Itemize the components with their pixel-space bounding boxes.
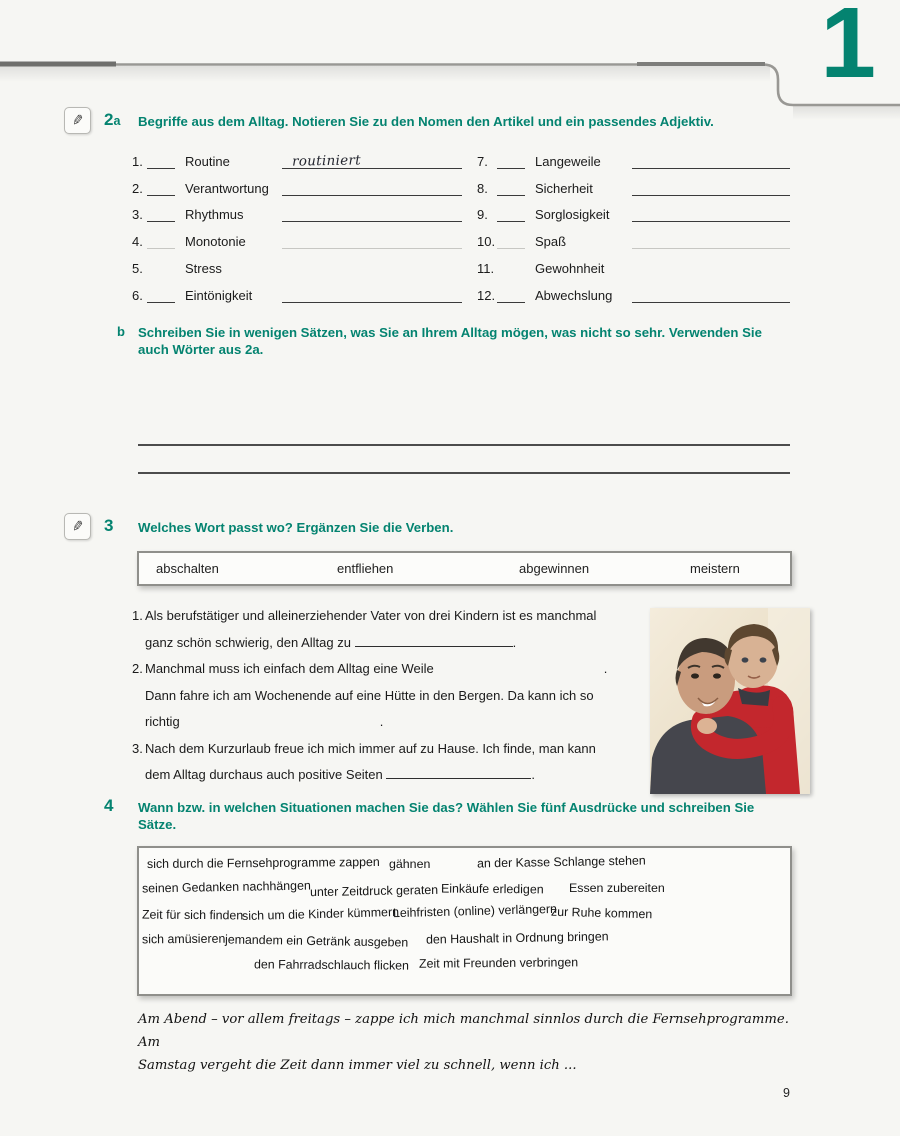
adjective-blank[interactable] [632, 152, 790, 169]
fill-in-blank[interactable] [355, 634, 513, 647]
vocab-column [477, 146, 790, 307]
phrase: Zeit für sich finden [141, 907, 244, 923]
article-blank[interactable] [497, 183, 525, 196]
vocab-word: Sorglosigkeit [535, 207, 610, 223]
phrase-choice-box [137, 846, 792, 996]
sentence-text: . [512, 634, 517, 650]
sentence-text: ganz schön schwierig, den Alltag zu [145, 634, 355, 650]
item-number: 1. [132, 153, 143, 169]
adjective-blank[interactable] [632, 205, 790, 222]
sentence-text: Dann fahre ich am Wochenende auf eine Hütte in den Bergen. Da kann ich so [145, 687, 594, 703]
vocab-row [132, 146, 462, 173]
sentence-text: . [379, 714, 384, 729]
adjective-blank[interactable] [282, 152, 462, 169]
article-blank[interactable] [497, 264, 525, 276]
pencil-icon: ✎ [64, 107, 91, 134]
sentence-line [145, 630, 657, 657]
adjective-blank[interactable] [282, 179, 462, 196]
exercise-3-title: Welches Wort passt wo? Ergänzen Sie die Verben. [138, 520, 454, 535]
exercise-2b-letter: b [117, 324, 125, 339]
title-line: Wann bzw. in welchen Situationen machen Sie das? Wählen Sie fünf Ausdrücke und schreiben Sie [138, 800, 755, 815]
item-number: 10. [477, 234, 496, 250]
exercise-2a-sub: a [113, 114, 121, 128]
writing-line[interactable] [138, 472, 790, 474]
exercise-2b-title [138, 324, 798, 358]
article-blank[interactable] [147, 156, 175, 169]
adjective-blank[interactable] [282, 205, 462, 222]
adjective-blank[interactable] [282, 260, 462, 276]
sentence-text: . [603, 661, 608, 676]
item-number: 12. [477, 287, 496, 303]
exercise-2a-num: 2 [104, 110, 114, 129]
vocab-row [477, 173, 790, 200]
sentence-text: Manchmal muss ich einfach dem Alltag eine Weile [145, 661, 434, 676]
sentence-line [145, 603, 657, 630]
vocab-word: Gewohnheit [535, 260, 605, 276]
item-number: 4. [132, 234, 143, 250]
vocab-word: Verantwortung [185, 180, 269, 196]
vocab-column [132, 146, 462, 307]
title-line: auch Wörter aus 2a. [138, 342, 264, 357]
adjective-blank[interactable] [632, 232, 790, 249]
article-blank[interactable] [497, 209, 525, 222]
word-box-item: abschalten [156, 561, 219, 576]
fill-in-gap[interactable] [434, 661, 604, 673]
vocab-row [132, 226, 462, 253]
header-tab-rule [0, 0, 900, 130]
phrase: den Haushalt in Ordnung bringen [425, 929, 609, 947]
handwritten-answer: routiniert [291, 152, 362, 170]
vocab-row [132, 253, 462, 280]
vocab-row [477, 253, 790, 280]
item-number: 3. [132, 740, 143, 756]
phrase: gähnen [389, 857, 431, 871]
fill-in-blank[interactable] [386, 766, 531, 779]
vocab-word: Eintönigkeit [185, 287, 253, 303]
article-blank[interactable] [147, 236, 175, 249]
vocab-word: Routine [185, 153, 230, 169]
exercise-4-number: 4 [104, 796, 114, 815]
vocab-row [477, 226, 790, 253]
phrase: zur Ruhe kommen [550, 904, 653, 922]
vocab-word: Monotonie [185, 234, 246, 250]
item-number: 5. [132, 260, 143, 276]
item-number: 2. [132, 180, 143, 196]
vocab-word: Langeweile [535, 153, 601, 169]
page-number: 9 [783, 1086, 790, 1100]
vocab-row [477, 280, 790, 307]
vocab-word: Spaß [535, 234, 567, 250]
item-number: 7. [477, 153, 488, 169]
title-line: Sätze. [138, 817, 177, 832]
exercise-3-sentences [132, 603, 657, 789]
sentence-item [132, 603, 657, 656]
title-line: Schreiben Sie in wenigen Sätzen, was Sie an Ihrem Alltag mögen, was nicht so sehr. Verwenden Sie [138, 325, 762, 340]
unit-tab-number: 1 [820, 0, 874, 99]
word-choice-box [137, 551, 792, 586]
exercise-4-title [138, 799, 818, 833]
sentence-text: richtig [145, 714, 180, 729]
phrase: sich amüsieren [141, 931, 226, 947]
phrase: Einkäufe erledigen [440, 881, 544, 897]
example-answer-handwriting [138, 1008, 798, 1077]
adjective-blank[interactable] [282, 286, 462, 303]
phrase: sich durch die Fernsehprogramme zappen [146, 854, 380, 872]
sentence-item [132, 736, 657, 789]
vocab-list [132, 146, 790, 307]
article-blank[interactable] [497, 156, 525, 169]
sentence-line [145, 736, 657, 763]
item-number: 1. [132, 608, 143, 623]
vocab-row [132, 280, 462, 307]
phrase: Zeit mit Freunden verbringen [418, 955, 579, 971]
vocab-word: Stress [185, 260, 222, 276]
exercise-2a-title: Begriffe aus dem Alltag. Notieren Sie zu den Nomen den Artikel und ein passendes Adjektiv. [138, 114, 714, 129]
phrase: jemandem ein Getränk ausgeben [224, 932, 409, 950]
writing-line[interactable] [138, 444, 790, 446]
exercise-3-number: 3 [104, 516, 114, 535]
article-blank[interactable] [497, 290, 525, 303]
sentence-text: dem Alltag durchaus auch positive Seiten [145, 767, 387, 782]
item-number: 8. [477, 180, 488, 196]
item-number: 3. [132, 207, 143, 223]
adjective-blank[interactable] [632, 179, 790, 196]
item-number: 2. [132, 661, 143, 676]
phrase: Essen zubereiten [569, 881, 665, 895]
adjective-blank[interactable] [282, 232, 462, 249]
item-number: 6. [132, 287, 143, 303]
sentence-line [145, 683, 657, 710]
phrase: seinen Gedanken nachhängen [141, 878, 311, 896]
vocab-row [477, 200, 790, 227]
exercise-2a-number [104, 110, 120, 130]
word-box-item: entfliehen [337, 561, 394, 576]
example-line: Am Abend – vor allem freitags – zappe ich mich manchmal sinnlos durch die Fernsehprogramme. Am [138, 1012, 789, 1050]
sentence-text: Als berufstätiger und alleinerziehender Vater von drei Kindern ist es manchmal [145, 608, 597, 623]
word-box-item: meistern [690, 561, 740, 576]
vocab-row [477, 146, 790, 173]
phrase: den Fahrradschlauch flicken [253, 957, 410, 973]
vocab-word: Sicherheit [535, 180, 593, 196]
adjective-blank[interactable] [632, 260, 790, 276]
vocab-row [132, 200, 462, 227]
word-box-item: abgewinnen [519, 561, 590, 576]
item-number: 11. [477, 260, 495, 276]
sentence-line [145, 762, 657, 789]
vocab-word: Rhythmus [185, 207, 244, 223]
pencil-icon: ✎ [64, 513, 91, 540]
vocab-word: Abwechslung [535, 287, 613, 303]
sentence-line [145, 709, 657, 736]
item-number: 9. [477, 207, 488, 223]
article-blank[interactable] [497, 236, 525, 249]
sentence-line [145, 656, 657, 683]
article-blank[interactable] [147, 209, 175, 222]
vocab-row [132, 173, 462, 200]
article-blank[interactable] [147, 183, 175, 196]
phrase: an der Kasse Schlange stehen [476, 853, 646, 871]
photo-father-son [650, 608, 810, 794]
article-blank[interactable] [147, 290, 175, 303]
phrase: unter Zeitdruck geraten [309, 882, 439, 900]
sentence-text: . [531, 767, 535, 782]
adjective-blank[interactable] [632, 286, 790, 303]
phrase: sich um die Kinder kümmern [241, 904, 400, 924]
example-line: Samstag vergeht die Zeit dann immer viel zu schnell, wenn ich ... [138, 1058, 577, 1073]
sentence-item [132, 656, 657, 736]
article-blank[interactable] [147, 264, 175, 276]
sentence-text: Nach dem Kurzurlaub freue ich mich immer auf zu Hause. Ich finde, man kann [145, 740, 596, 756]
fill-in-gap[interactable] [180, 714, 380, 726]
phrase: Leihfristen (online) verlängern [392, 901, 558, 921]
